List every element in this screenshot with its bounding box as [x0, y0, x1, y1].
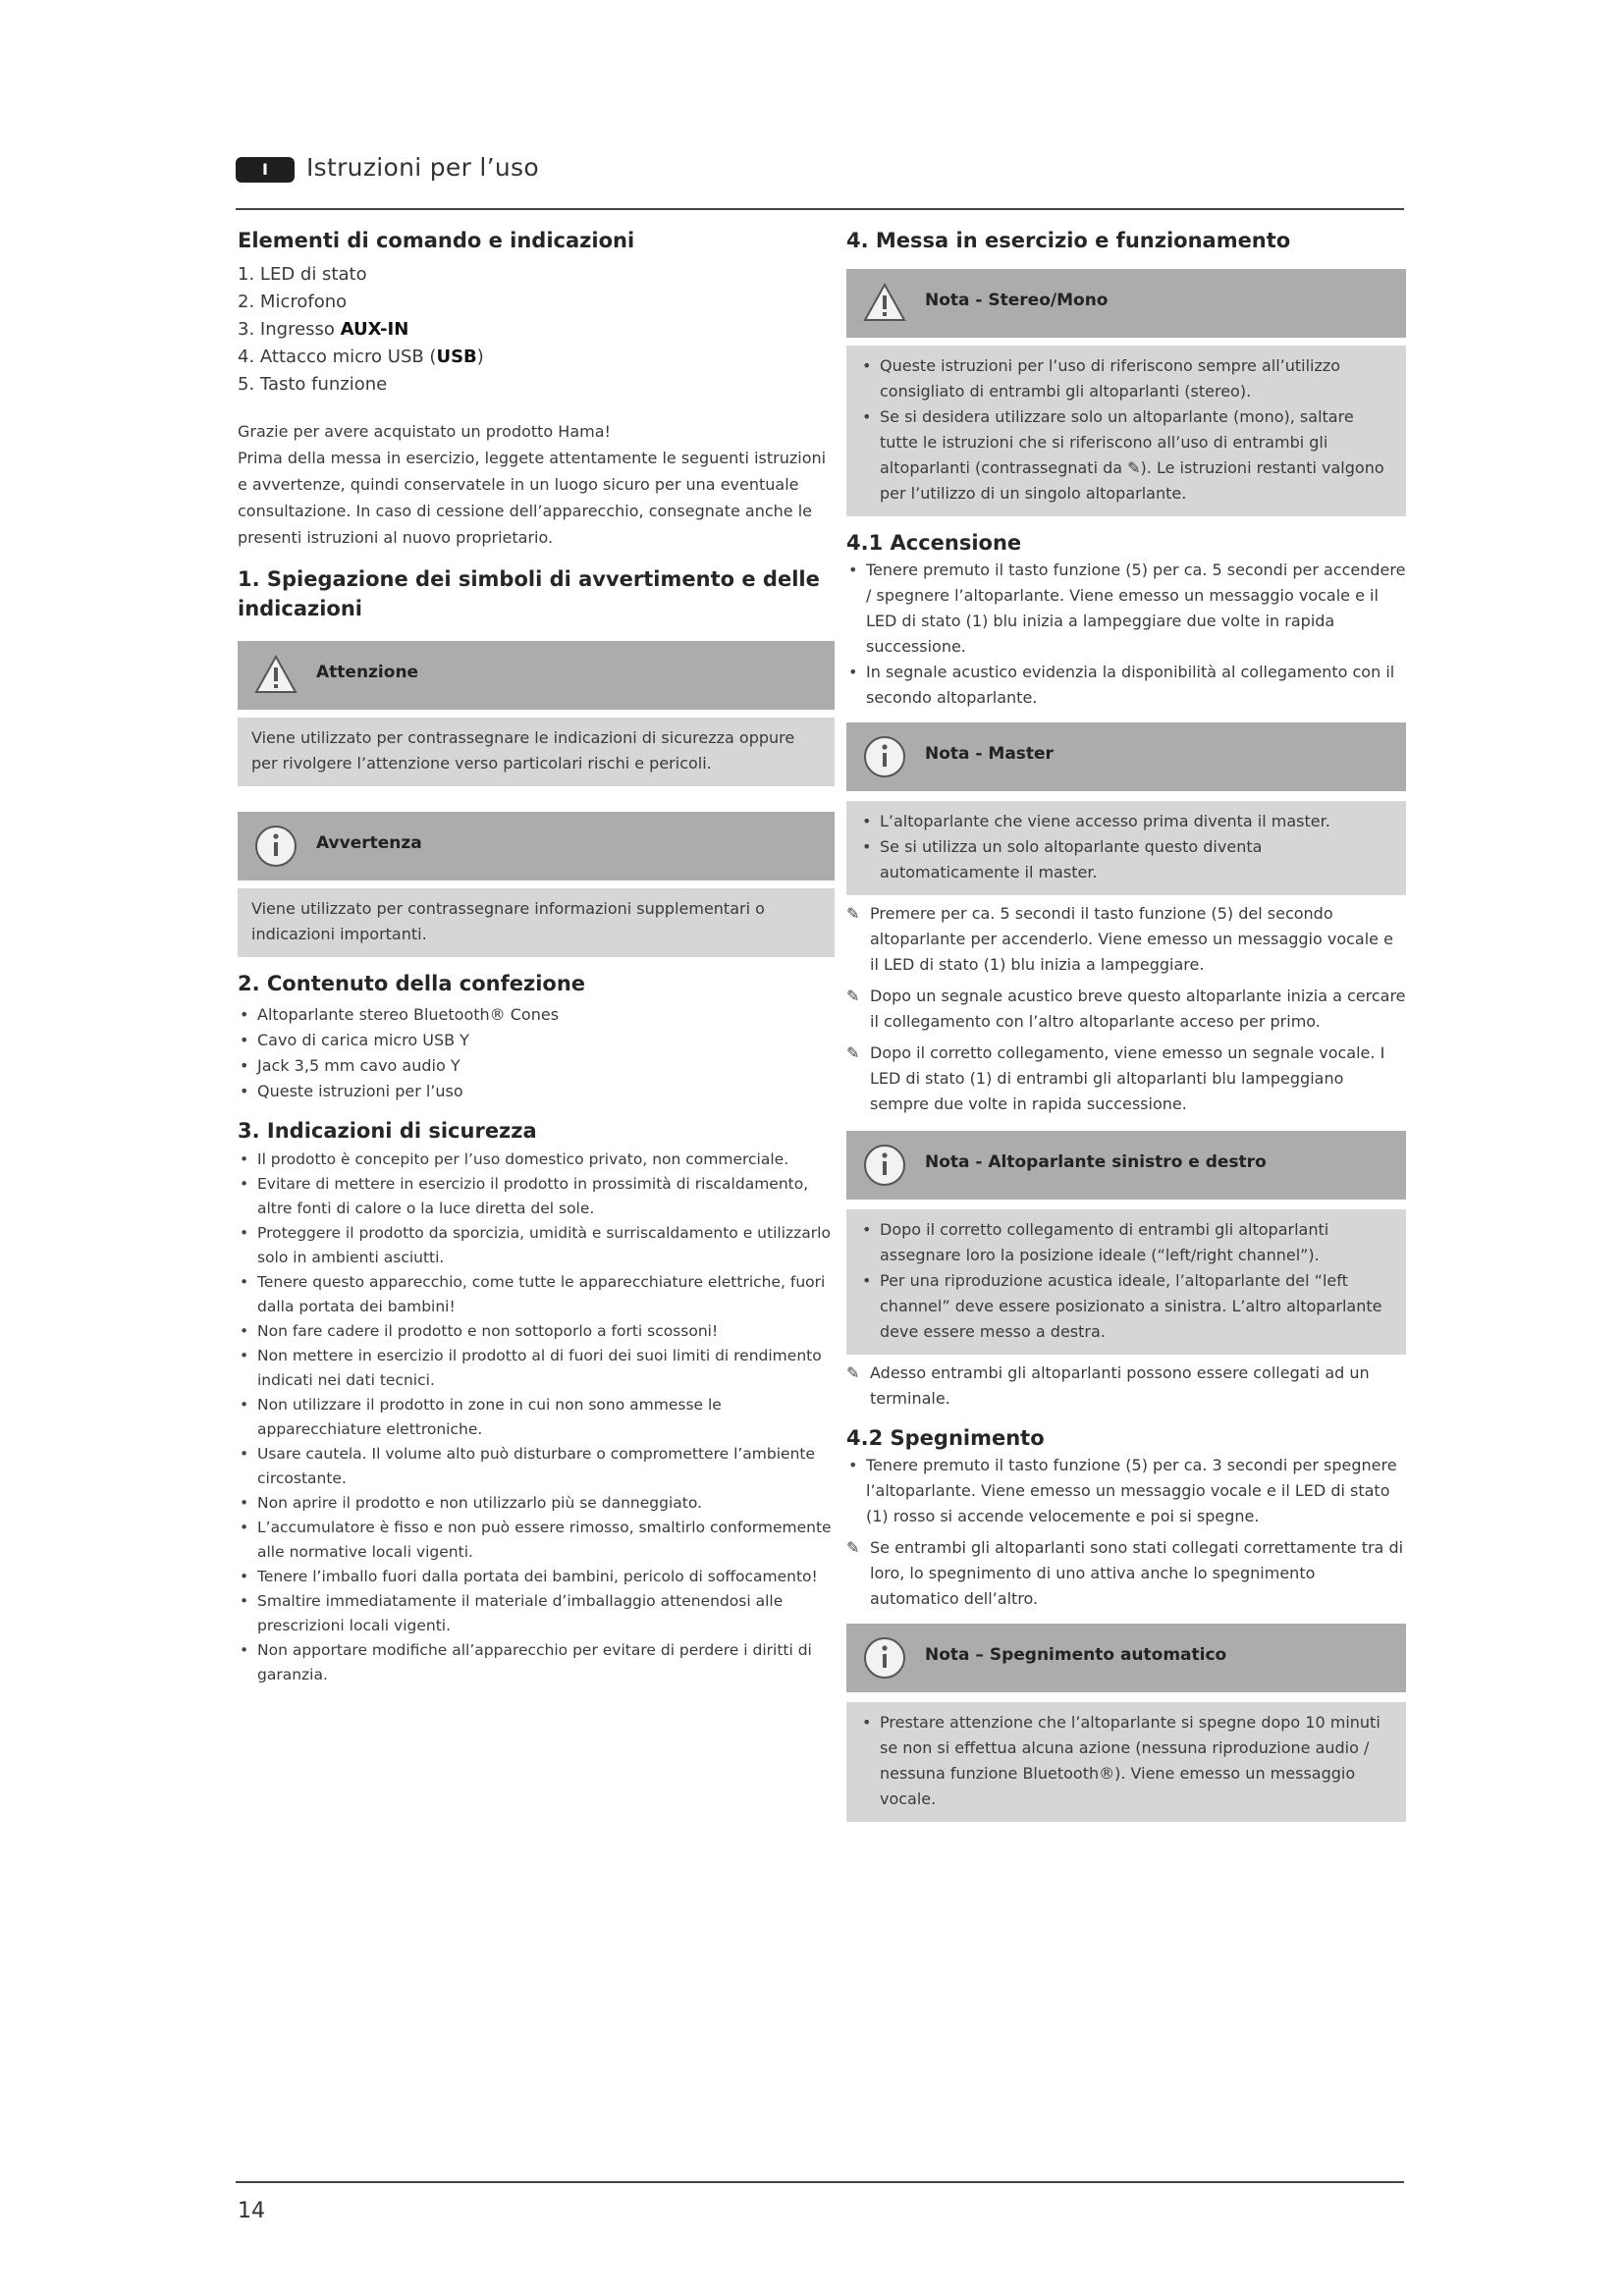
- list-item: • Cavo di carica micro USB Y: [238, 1028, 835, 1053]
- warning-triangle-icon: [253, 653, 298, 698]
- warning-label: Avvertenza: [316, 833, 422, 853]
- attention-text: Viene utilizzato per contrassegnare le indicazioni di sicurezza oppure per rivolgere l’attenzione verso particolari rischi e pericoli.: [238, 718, 835, 786]
- attention-label: Attenzione: [316, 663, 419, 682]
- list-item: • Se si desidera utilizzare solo un altoparlante (mono), saltare tutte le istruzioni che si riferiscono all’uso di entrambi gli altoparlanti (contrassegnati da ✎). Le istruzioni restanti valgono per l’utilizzo di un singolo altoparlante.: [860, 404, 1392, 507]
- info-icon: [253, 824, 298, 869]
- right-column: [846, 226, 1406, 1822]
- controls-item-2: 2. Microfono: [238, 292, 348, 312]
- note-auto-off-box: [846, 1702, 1406, 1822]
- list-item: • Se si utilizza un solo altoparlante questo diventa automaticamente il master.: [860, 834, 1392, 885]
- list-item: • L’altoparlante che viene accesso prima diventa il master.: [860, 809, 1392, 834]
- section2-heading: 2. Contenuto della confezione: [238, 972, 586, 995]
- list-item: • Tenere l’imballo fuori dalla portata dei bambini, pericolo di soffocamento!: [238, 1565, 835, 1589]
- controls-heading: Elementi di comando e indicazioni: [238, 229, 635, 252]
- power-off-heading: 4.2 Spegnimento: [846, 1426, 1045, 1450]
- list-item: • Usare cautela. Il volume alto può disturbare o compromettere l’ambiente circostante.: [238, 1442, 835, 1491]
- page-number: 14: [238, 2199, 265, 2223]
- list-item: • Per una riproduzione acustica ideale, l’altoparlante del “left channel” deve essere posizionato a sinistra. L’altro altoparlante deve essere messo a destra.: [860, 1268, 1392, 1345]
- list-item: • L’accumulatore è fisso e non può essere rimosso, smaltirlo conformemente alle normative locali vigenti.: [238, 1516, 835, 1565]
- note-stereo-bar: [846, 269, 1406, 338]
- master-hint-2: ✎ Dopo un segnale acustico breve questo altoparlante inizia a cercare il collegamento con l’altro altoparlante acceso per primo.: [846, 984, 1406, 1035]
- note-stereo-box: [846, 346, 1406, 516]
- power-on-heading: 4.1 Accensione: [846, 531, 1022, 555]
- list-item: • Non aprire il prodotto e non utilizzarlo più se danneggiato.: [238, 1491, 835, 1516]
- note-lr-box: [846, 1209, 1406, 1355]
- list-item: • Dopo il corretto collegamento di entrambi gli altoparlanti assegnare loro la posizione ideale (“left/right channel”).: [860, 1217, 1392, 1268]
- note-lr-label: Nota - Altoparlante sinistro e destro: [925, 1152, 1267, 1172]
- safety-list: [238, 1148, 835, 1687]
- list-item: • Non fare cadere il prodotto e non sottoporlo a forti scossoni!: [238, 1319, 835, 1344]
- info-icon: [862, 1635, 907, 1681]
- master-hint-1: ✎ Premere per ca. 5 secondi il tasto funzione (5) del secondo altoparlante per accenderlo. Viene emesso un messaggio vocale e il LED di stato (1) blu inizia a lampeggiare.: [846, 901, 1406, 978]
- list-item: • In segnale acustico evidenzia la disponibilità al collegamento con il secondo altoparlante.: [846, 660, 1406, 711]
- list-item: • Jack 3,5 mm cavo audio Y: [238, 1053, 835, 1079]
- list-item: • Non apportare modifiche all’apparecchio per evitare di perdere i diritti di garanzia.: [238, 1638, 835, 1687]
- note-auto-off-bar: [846, 1624, 1406, 1692]
- power-off-hint: ✎ Se entrambi gli altoparlanti sono stati collegati correttamente tra di loro, lo spegnimento di uno attiva anche lo spegnimento automatico dell’altro.: [846, 1535, 1406, 1612]
- list-item: • Il prodotto è concepito per l’uso domestico privato, non commerciale.: [238, 1148, 835, 1172]
- list-item: • Queste istruzioni per l’uso: [238, 1079, 835, 1104]
- warning-bar: [238, 812, 835, 881]
- list-item: • Smaltire immediatamente il materiale d’imballaggio attenendosi alle prescrizioni locali vigenti.: [238, 1589, 835, 1638]
- stereo-marker-icon: ✎: [846, 1363, 860, 1382]
- list-item: • Non utilizzare il prodotto in zone in cui non sono ammesse le apparecchiature elettroniche.: [238, 1393, 835, 1442]
- controls-item-4: 4. Attacco micro USB (USB): [238, 347, 484, 367]
- info-icon: [862, 734, 907, 779]
- package-contents-list: [238, 1002, 835, 1104]
- controls-item-1: 1. LED di stato: [238, 264, 367, 285]
- stereo-marker-icon: ✎: [846, 987, 860, 1005]
- controls-item-3: 3. Ingresso AUX-IN: [238, 319, 409, 340]
- note-stereo-label: Nota - Stereo/Mono: [925, 291, 1109, 310]
- footer-rule: [236, 2181, 1404, 2183]
- note-master-bar: [846, 722, 1406, 791]
- note-auto-off-label: Nota – Spegnimento automatico: [925, 1645, 1227, 1665]
- list-item: • Queste istruzioni per l’uso di riferiscono sempre all’utilizzo consigliato di entrambi gli altoparlanti (stereo).: [860, 353, 1392, 404]
- list-item: • Proteggere il prodotto da sporcizia, umidità e surriscaldamento e utilizzarlo solo in ambienti asciutti.: [238, 1221, 835, 1270]
- list-item: • Tenere premuto il tasto funzione (5) per ca. 5 secondi per accendere / spegnere l’altoparlante. Viene emesso un messaggio vocale e il LED di stato (1) blu inizia a lampeggiare due volte in rapida successione.: [846, 558, 1406, 660]
- warning-text: Viene utilizzato per contrassegnare informazioni supplementari o indicazioni importanti.: [238, 888, 835, 957]
- left-column: [238, 226, 835, 1687]
- note-master-label: Nota - Master: [925, 744, 1054, 764]
- stereo-marker-icon: ✎: [846, 1538, 860, 1557]
- language-badge: I: [236, 157, 295, 183]
- list-item: • Prestare attenzione che l’altoparlante si spegne dopo 10 minuti se non si effettua alcuna azione (nessuna riproduzione audio / nessuna funzione Bluetooth®). Viene emesso un messaggio vocale.: [860, 1710, 1392, 1812]
- power-off-list: [846, 1453, 1406, 1529]
- power-on-list: [846, 558, 1406, 711]
- info-icon: [862, 1143, 907, 1188]
- document-title: Istruzioni per l’uso: [306, 153, 539, 182]
- list-item: • Tenere questo apparecchio, come tutte le apparecchiature elettriche, fuori dalla portata dei bambini!: [238, 1270, 835, 1319]
- note-master-box: [846, 801, 1406, 895]
- list-item: • Altoparlante stereo Bluetooth® Cones: [238, 1002, 835, 1028]
- section1-heading: 1. Spiegazione dei simboli di avvertimento e delle indicazioni: [238, 567, 820, 620]
- attention-bar: [238, 641, 835, 710]
- section3-heading: 3. Indicazioni di sicurezza: [238, 1119, 537, 1143]
- stereo-marker-icon: ✎: [846, 904, 860, 923]
- warning-triangle-icon: [862, 281, 907, 326]
- list-item: • Non mettere in esercizio il prodotto al di fuori dei suoi limiti di rendimento indicati nei dati tecnici.: [238, 1344, 835, 1393]
- intro-paragraph: Prima della messa in esercizio, leggete attentamente le seguenti istruzioni e avvertenze, quindi conservatele in un luogo sicuro per una eventuale consultazione. In caso di cessione dell’apparecchio, consegnate anche le presenti istruzioni al nuovo proprietario.: [238, 449, 827, 547]
- note-lr-bar: [846, 1131, 1406, 1200]
- intro-thanks: Grazie per avere acquistato un prodotto Hama!: [238, 422, 611, 441]
- section4-heading: 4. Messa in esercizio e funzionamento: [846, 229, 1291, 252]
- controls-list: [238, 261, 835, 399]
- list-item: • Evitare di mettere in esercizio il prodotto in prossimità di riscaldamento, altre fonti di calore o la luce diretta del sole.: [238, 1172, 835, 1221]
- controls-item-5: 5. Tasto funzione: [238, 374, 388, 395]
- lr-hint: ✎ Adesso entrambi gli altoparlanti possono essere collegati ad un terminale.: [846, 1361, 1406, 1412]
- stereo-marker-icon: ✎: [846, 1043, 860, 1062]
- list-item: • Tenere premuto il tasto funzione (5) per ca. 3 secondi per spegnere l’altoparlante. Viene emesso un messaggio vocale e il LED di stato (1) rosso si accende velocemente e poi si spegne.: [846, 1453, 1406, 1529]
- master-hint-3: ✎ Dopo il corretto collegamento, viene emesso un segnale vocale. I LED di stato (1) di entrambi gli altoparlanti blu lampeggiano sempre due volte in rapida successione.: [846, 1041, 1406, 1117]
- page-header: [236, 153, 1404, 210]
